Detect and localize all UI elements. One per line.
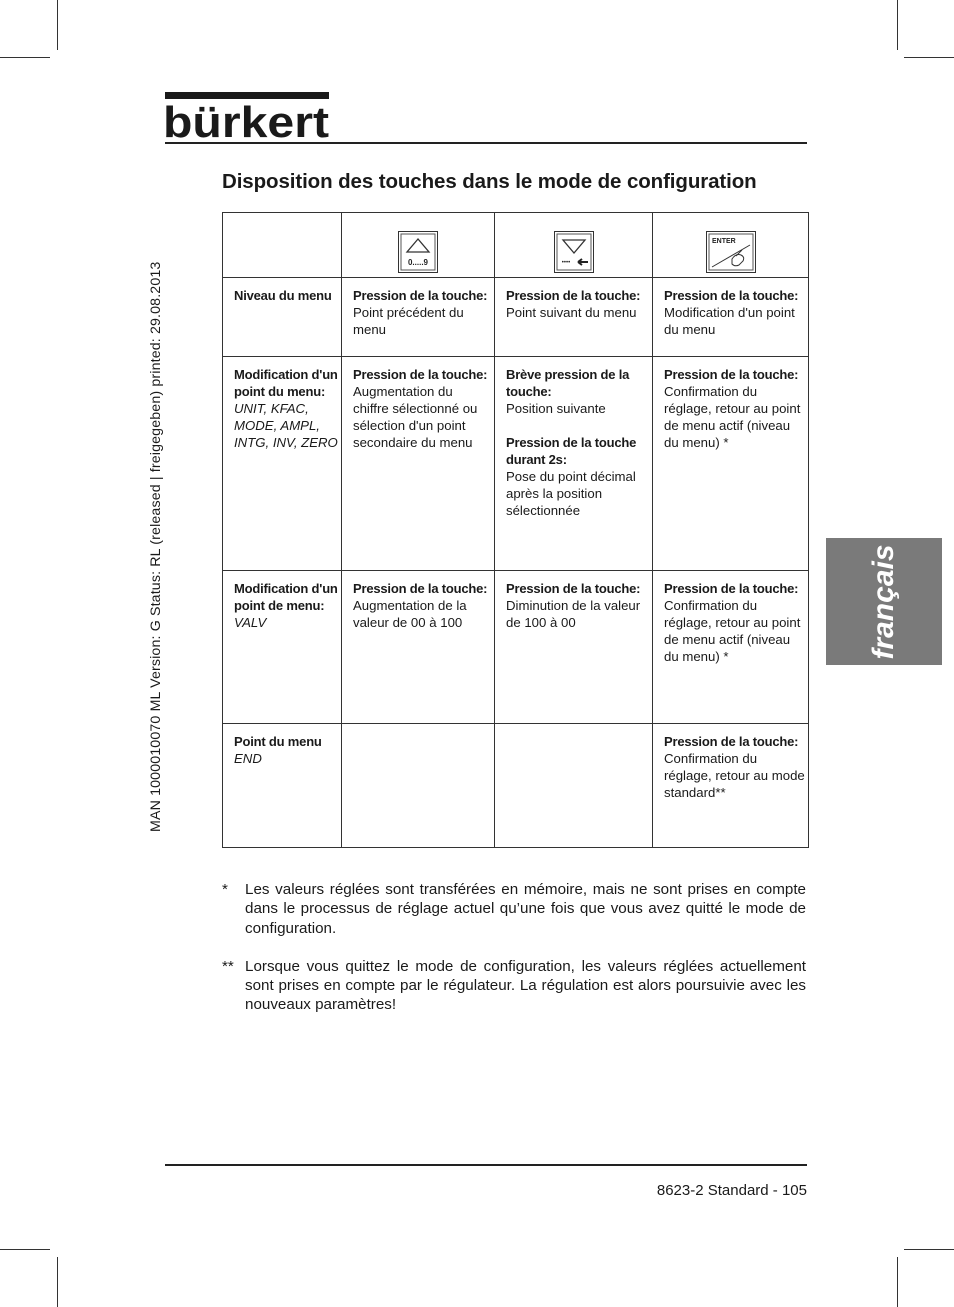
- header-up-key-cell: [342, 213, 495, 278]
- header-empty-cell: [223, 213, 342, 278]
- enter-key-icon: [706, 231, 756, 273]
- up-action-cell: [342, 724, 494, 733]
- action-text: Augmentation de la valeur de 00 à 100: [353, 598, 467, 630]
- down-action-cell: [495, 724, 652, 733]
- language-tab: [826, 538, 942, 665]
- crop-mark: [897, 1257, 898, 1307]
- action-title: Pression de la touche:: [664, 367, 799, 382]
- level-cell: [223, 571, 341, 631]
- down-action-cell: [495, 571, 652, 631]
- action-title: Pression de la touche:: [353, 581, 488, 596]
- language-tab-label: français: [867, 544, 900, 660]
- crop-mark: [0, 1249, 50, 1250]
- table-row: [223, 724, 809, 848]
- enter-action-cell: [653, 724, 808, 801]
- footnote: [222, 957, 806, 1015]
- level-items: VALV: [234, 615, 267, 630]
- up-action-cell: [342, 571, 494, 631]
- up-action-cell: [342, 357, 494, 451]
- action-text: Diminution de la valeur de 100 à 00: [506, 598, 641, 630]
- burkert-logo: [163, 92, 333, 140]
- crop-mark: [904, 57, 954, 58]
- crop-mark: [57, 1257, 58, 1307]
- level-cell: [223, 724, 341, 767]
- level-title: Modification d'un point de menu:: [234, 581, 338, 613]
- table-row: [223, 357, 809, 571]
- svg-text:ENTER: ENTER: [711, 238, 736, 245]
- action-text: Confirmation du réglage, retour au mode standard**: [664, 751, 805, 800]
- header-rule: [165, 142, 807, 144]
- enter-action-cell: [653, 357, 808, 451]
- level-title: Niveau du menu: [234, 288, 332, 303]
- action-title-long-press: Pression de la touche durant 2s:: [506, 435, 637, 467]
- header-down-key-cell: [495, 213, 653, 278]
- action-title: Pression de la touche:: [664, 734, 799, 749]
- crop-mark: [904, 1249, 954, 1250]
- action-text: Confirmation du réglage, retour au point de menu actif (niveau du menu) *: [664, 598, 801, 664]
- footnotes: [222, 880, 806, 1034]
- level-title: Point du menu: [234, 734, 322, 749]
- down-action-cell: [495, 357, 652, 519]
- key-header-row: [223, 213, 809, 278]
- action-text: Modification d'un point du menu: [664, 305, 795, 337]
- svg-text:••••: ••••: [561, 260, 570, 266]
- svg-text:bürkert: bürkert: [163, 98, 330, 140]
- action-title: Pression de la touche:: [353, 288, 488, 303]
- level-items: END: [234, 751, 262, 766]
- footnote-text: Lorsque vous quittez le mode de configuration, les valeurs réglées actuellement sont prises en compte par le régulateur. La régulation est alors poursuivie avec les nouveaux paramètres!: [245, 957, 806, 1014]
- up-key-icon: [398, 231, 438, 273]
- footnote-mark: *: [222, 881, 228, 898]
- down-action-cell: [495, 278, 652, 321]
- level-cell: [223, 278, 341, 304]
- action-text: Position suivante: [506, 401, 606, 416]
- action-text: Augmentation du chiffre sélectionné ou sélection d'un point secondaire du menu: [353, 384, 478, 450]
- action-text: Point suivant du menu: [506, 305, 637, 320]
- up-action-cell: [342, 278, 494, 338]
- footer-rule: [165, 1164, 807, 1166]
- document-meta: MAN 1000010070 ML Version: G Status: RL (released | freigegeben) printed: 29.08.2013: [148, 261, 164, 832]
- level-cell: [223, 357, 341, 451]
- table-row: [223, 278, 809, 357]
- footnote: [222, 880, 806, 938]
- action-title: Pression de la touche:: [506, 288, 641, 303]
- level-items: UNIT, KFAC, MODE, AMPL, INTG, INV, ZERO: [234, 401, 338, 450]
- action-title: Pression de la touche:: [353, 367, 488, 382]
- key-table: [222, 212, 809, 848]
- action-text: Confirmation du réglage, retour au point de menu actif (niveau du menu) *: [664, 384, 801, 450]
- level-title: Modification d'un point du menu:: [234, 367, 338, 399]
- down-key-icon: [554, 231, 594, 273]
- svg-text:0.....9: 0.....9: [407, 258, 429, 267]
- action-title: Pression de la touche:: [664, 288, 799, 303]
- table-row: [223, 571, 809, 724]
- action-title: Pression de la touche:: [664, 581, 799, 596]
- crop-mark: [897, 0, 898, 50]
- action-text-long-press: Pose du point décimal après la position sélectionnée: [506, 469, 636, 518]
- enter-action-cell: [653, 571, 808, 665]
- footnote-mark: **: [222, 957, 234, 975]
- footnote-text: Les valeurs réglées sont transférées en mémoire, mais ne sont prises en compte dans le processus de réglage actuel qu’une fois que vous avez quitté le mode de configuration.: [245, 881, 806, 937]
- action-text: Point précédent du menu: [353, 305, 464, 337]
- crop-mark: [57, 0, 58, 50]
- action-title: Pression de la touche:: [506, 581, 641, 596]
- page-title: Disposition des touches dans le mode de configuration: [222, 170, 757, 193]
- enter-action-cell: [653, 278, 808, 338]
- action-title: Brève pression de la touche:: [506, 367, 630, 399]
- crop-mark: [0, 57, 50, 58]
- page-footer: 8623-2 Standard - 105: [656, 1182, 807, 1199]
- header-enter-key-cell: [653, 213, 809, 278]
